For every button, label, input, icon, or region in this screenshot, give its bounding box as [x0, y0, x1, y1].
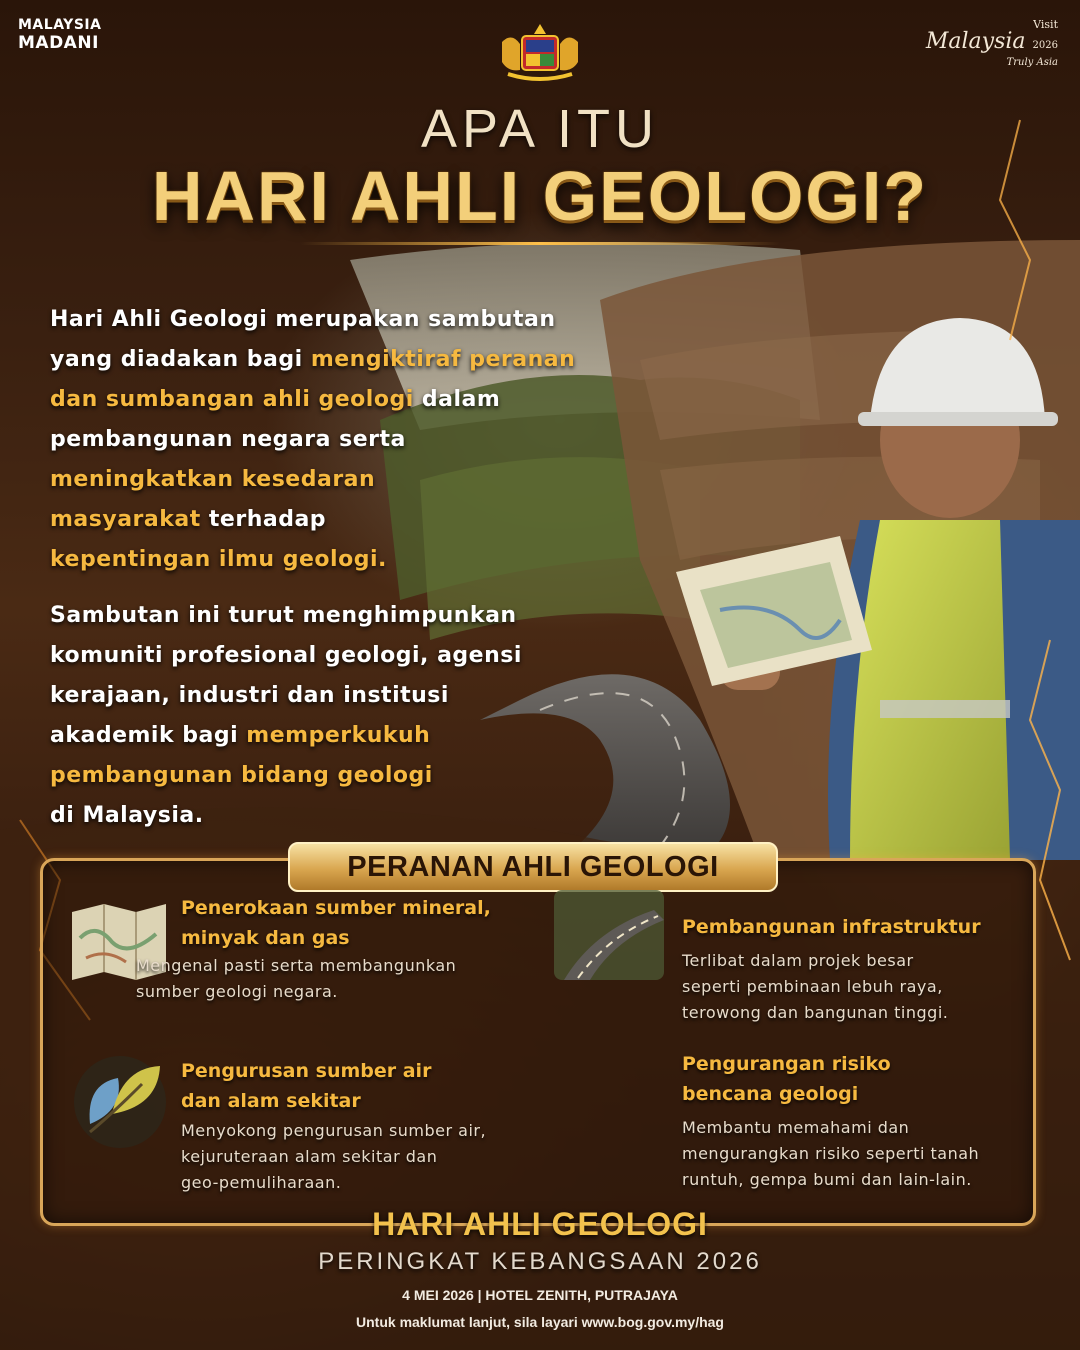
role-4-title-line1: Pengurangan risiko [682, 1053, 891, 1075]
role-4-desc-line1: Membantu memahami dan [682, 1118, 910, 1137]
role-4-desc-line3: runtuh, gempa bumi dan lain-lain. [682, 1170, 972, 1189]
role-1-title-line1: Penerokaan sumber mineral, [181, 897, 491, 919]
p2-line3 [50, 676, 610, 716]
role-1-title [181, 893, 491, 953]
role-3-desc-line1: Menyokong pengurusan sumber air, [181, 1121, 487, 1140]
roles-section-title [288, 842, 778, 892]
p1-seg2-highlight: mengiktiraf peranan [310, 347, 576, 372]
role-3-title [181, 1056, 431, 1116]
role-4-description [682, 1115, 979, 1193]
visit-logo-line1: Visit [1033, 18, 1058, 31]
role-3-description [181, 1118, 486, 1196]
role-2-title-line1: Pembangunan infrastruktur [682, 916, 981, 938]
p2-line5 [50, 756, 610, 796]
p2-seg1: komuniti profesional geologi, agensi [50, 643, 522, 668]
role-2-desc-line2: seperti pembinaan lebuh raya, [682, 977, 943, 996]
p1-line2 [50, 340, 610, 380]
event-more-info-link[interactable]: Untuk maklumat lanjut, sila layari www.bog.gov.my/hag [356, 1314, 724, 1330]
p2-seg4-highlight: memperkukuh [246, 723, 431, 748]
p2-line6 [50, 796, 610, 836]
roles-section-title-text: PERANAN AHLI GEOLOGI [347, 851, 719, 883]
event-subtitle: PERINGKAT KEBANGSAAN 2026 [318, 1248, 762, 1275]
p1-seg1: yang diadakan bagi [50, 347, 311, 372]
p2-seg6: di Malaysia. [50, 803, 204, 828]
p1-line7 [50, 540, 610, 580]
role-1-desc-line1: Mengenal pasti serta membangunkan [136, 956, 457, 975]
p1-seg6-highlight: meningkatkan kesedaran [50, 467, 376, 492]
visit-logo-name: Malaysia [925, 29, 1026, 54]
p1-seg0: Hari Ahli Geologi merupakan sambutan [50, 307, 556, 332]
title-line2: HARI AHLI GEOLOGI? [151, 157, 929, 235]
visit-logo-year: 2026 [1032, 40, 1058, 51]
title-line1: APA ITU [420, 99, 660, 159]
title-divider [300, 242, 780, 245]
p1-line1 [50, 300, 610, 340]
role-3-title-line1: Pengurusan sumber air [181, 1060, 432, 1082]
p1-line6 [50, 500, 610, 540]
p2-seg5-highlight: pembangunan bidang geologi [50, 763, 433, 788]
highway-icon [554, 890, 664, 980]
p2-seg2: kerajaan, industri dan institusi [50, 683, 449, 708]
madani-logo-line2: MADANI [18, 33, 99, 53]
role-1-desc-line2: sumber geologi negara. [136, 982, 338, 1001]
p1-line5 [50, 460, 610, 500]
p2-line2 [50, 636, 610, 676]
role-3-desc-line3: geo-pemuliharaan. [181, 1173, 342, 1192]
p1-seg5: pembangunan negara serta [50, 427, 406, 452]
p1-seg3-highlight: dan sumbangan ahli geologi [50, 387, 414, 412]
role-2-title [682, 912, 981, 942]
malaysia-coat-of-arms-icon [494, 22, 586, 84]
p1-line3 [50, 380, 610, 420]
role-1-title-line2: minyak dan gas [181, 927, 350, 949]
role-2-desc-line3: terowong dan bangunan tinggi. [682, 1003, 949, 1022]
malaysia-madani-logo [18, 16, 101, 52]
role-2-desc-line1: Terlibat dalam projek besar [682, 951, 914, 970]
role-4-title [682, 1049, 891, 1109]
leaf-icon [72, 1054, 168, 1150]
visit-logo-line2 [926, 31, 1058, 57]
madani-logo-line1: MALAYSIA [18, 17, 102, 33]
p2-seg0: Sambutan ini turut menghimpunkan [50, 603, 517, 628]
p1-seg8: terhadap [200, 507, 327, 532]
p1-line4 [50, 420, 610, 460]
event-title: HARI AHLI GEOLOGI [372, 1206, 708, 1242]
role-4-title-line2: bencana geologi [682, 1083, 859, 1105]
intro-paragraph-2 [50, 596, 610, 836]
intro-paragraph-1 [50, 300, 610, 580]
p2-line4 [50, 716, 610, 756]
role-4-desc-line2: mengurangkan risiko seperti tanah [682, 1144, 980, 1163]
p1-seg7-highlight: masyarakat [50, 507, 201, 532]
p1-seg9-highlight: kepentingan ilmu geologi. [50, 547, 387, 572]
visit-malaysia-logo [926, 18, 1058, 68]
visit-logo-line3: Truly Asia [1006, 57, 1058, 68]
p2-line1 [50, 596, 610, 636]
role-3-title-line2: dan alam sekitar [181, 1090, 361, 1112]
role-2-description [682, 948, 948, 1026]
event-date-venue: 4 MEI 2026 | HOTEL ZENITH, PUTRAJAYA [402, 1287, 678, 1303]
role-3-desc-line2: kejuruteraan alam sekitar dan [181, 1147, 438, 1166]
role-1-description [136, 953, 456, 1005]
p1-seg4: dalam [413, 387, 501, 412]
p2-seg3: akademik bagi [50, 723, 247, 748]
